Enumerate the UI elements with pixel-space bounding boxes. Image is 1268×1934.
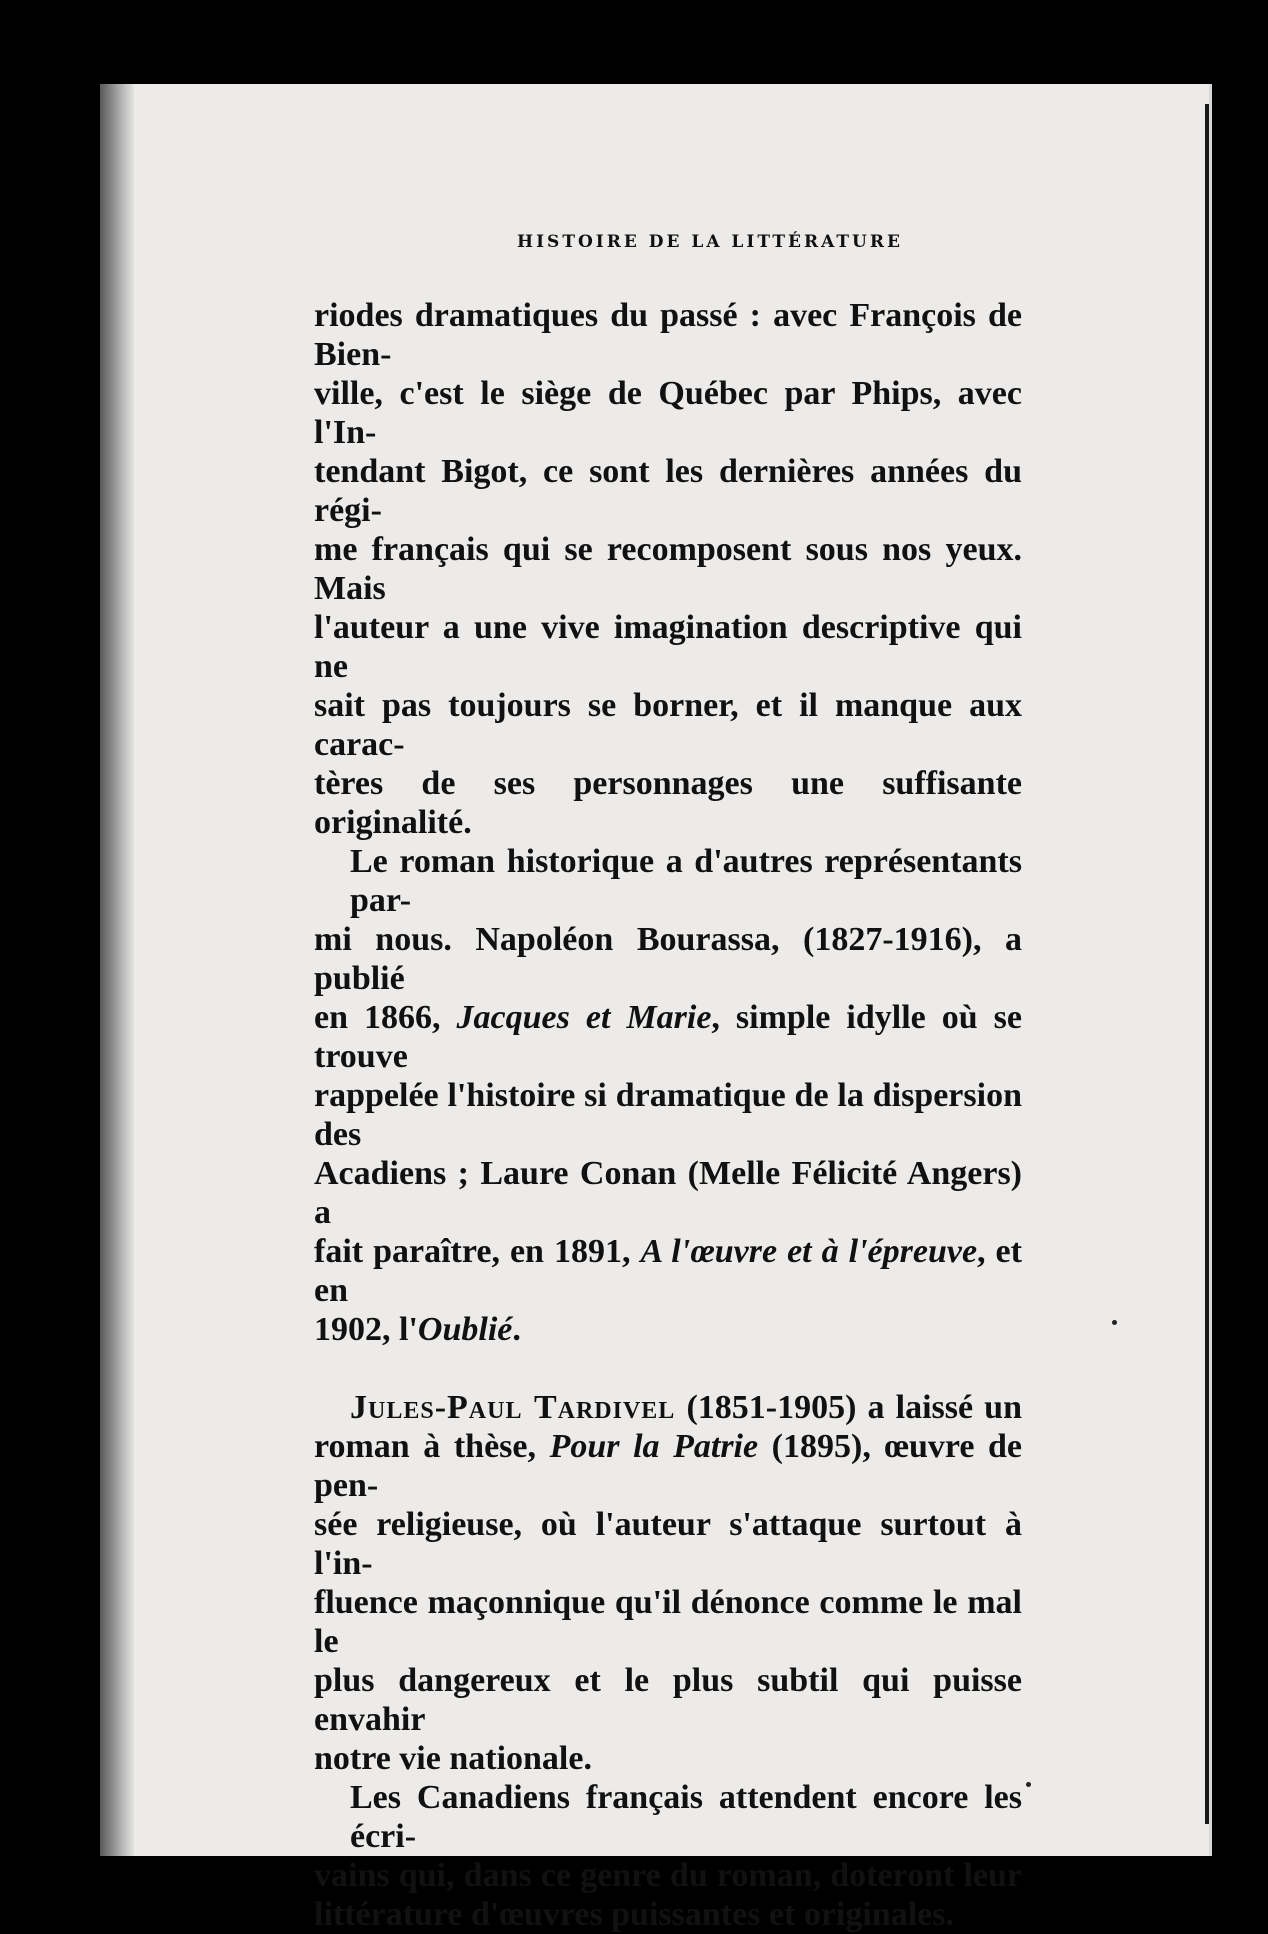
text-line [314,1388,1022,1427]
text-line: tères de ses personnages une suffisante originalité. [314,765,1022,841]
text-line: notre vie nationale. [314,1740,592,1777]
text-line: tendant Bigot, ce sont les dernières années du régi- [314,453,1022,529]
paragraph-3 [314,1388,1022,1778]
text-line [314,1232,1022,1310]
text-line [314,1427,1022,1505]
text-line: ville, c'est le siège de Québec par Phips, avec l'In- [314,375,1022,451]
paragraph-1 [314,296,1022,842]
text-line: littérature d'œuvres puissantes et originales. [314,1896,954,1933]
body-text [314,296,1022,1934]
text-line: vains qui, dans ce genre du roman, doteront leur [314,1857,1022,1894]
book-page [100,84,1212,1933]
scan-speck [1112,1320,1117,1325]
scan-speck [1026,1782,1031,1787]
paragraph-2 [314,842,1022,1349]
text-line [314,1310,1022,1349]
text-line: mi nous. Napoléon Bourassa, (1827-1916), a publié [314,921,1022,997]
text-run: (1851-1905) a laissé un [675,1389,1022,1426]
text-run: , simple idylle où se trouve [314,999,1022,1075]
text-run: , et en [314,1233,1022,1309]
binding-shadow [100,84,134,1856]
text-line: me français qui se recomposent sous nos yeux. Mais [314,531,1022,607]
author-name: Jules-Paul Tardivel [350,1389,676,1426]
section-gap [314,1349,1022,1388]
book-title: Oublié [417,1311,513,1348]
text-line: Les Canadiens français attendent encore les écri- [350,1779,1022,1855]
text-line: l'auteur a une vive imagination descriptive qui ne [314,609,1022,685]
text-line [314,998,1022,1076]
book-title: Pour la Patrie [549,1428,759,1465]
text-line: rappelée l'histoire si dramatique de la dispersion des [314,1077,1022,1153]
text-line: sait pas toujours se borner, et il manque aux carac- [314,687,1022,763]
book-title: Jacques et Marie [456,999,712,1036]
text-line: fluence maçonnique qu'il dénonce comme le mal le [314,1584,1022,1660]
next-page-strip [1209,84,1212,1856]
text-line: Le roman historique a d'autres représentants par- [350,843,1022,919]
text-run: (1895), œuvre de pen- [314,1428,1022,1504]
text-line: Acadiens ; Laure Conan (Melle Félicité Angers) a [314,1155,1022,1231]
text-run: en 1866, [314,999,457,1036]
text-run: roman à thèse, [314,1428,550,1465]
text-line: sée religieuse, où l'auteur s'attaque surtout à l'in- [314,1506,1022,1582]
running-head: HISTOIRE DE LA LITTÉRATURE [517,232,903,252]
text-run: . [512,1311,521,1348]
text-line: riodes dramatiques du passé : avec François de Bien- [314,297,1022,373]
text-line: plus dangereux et le plus subtil qui puisse envahir [314,1662,1022,1738]
paragraph-4 [314,1778,1022,1934]
book-title: A l'œuvre et à l'épreuve [640,1233,978,1270]
text-run: 1902, l' [314,1311,418,1348]
text-run: fait paraître, en 1891, [314,1233,641,1270]
